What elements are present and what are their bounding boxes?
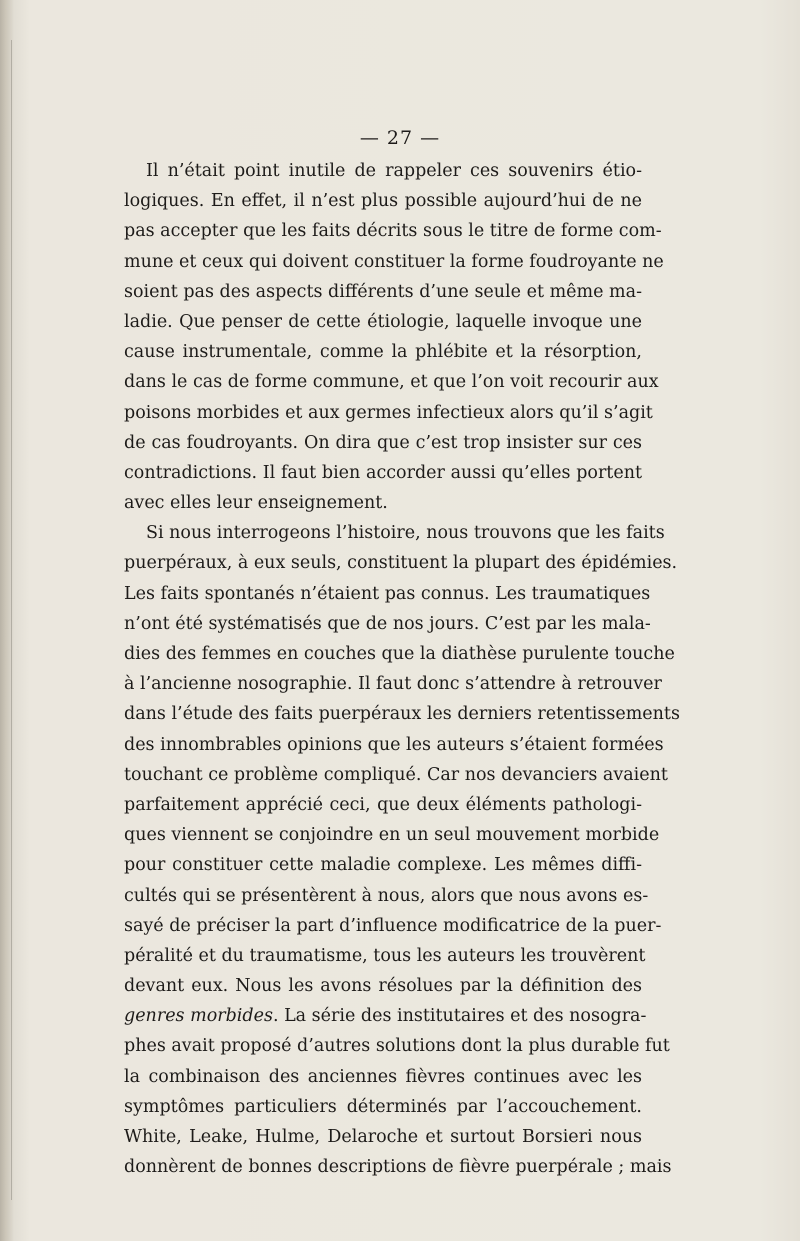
text-line: ladie. Que penser de cette étiologie, laquelle invoque une <box>124 311 642 332</box>
text-line: parfaitement apprécié ceci, que deux éléments pathologi- <box>124 794 642 815</box>
text-line: la combinaison des anciennes fièvres continues avec les <box>124 1066 642 1087</box>
text-line: symptômes particuliers déterminés par l’accouchement. <box>124 1096 642 1117</box>
text-line: de cas foudroyants. On dira que c’est trop insister sur ces <box>124 432 642 453</box>
text-line-with-italic <box>124 1001 647 1031</box>
text-line: donnèrent de bonnes descriptions de fièvre puerpérale ; mais <box>124 1157 672 1178</box>
text-line: n’ont été systématisés que de nos jours. C’est par les mala- <box>124 613 651 634</box>
text-line: poisons morbides et aux germes infectieux alors qu’il s’agit <box>124 402 653 423</box>
text-line: à l’ancienne nosographie. Il faut donc s’attendre à retrouver <box>124 674 662 695</box>
text-line: contradictions. Il faut bien accorder aussi qu’elles portent <box>124 462 642 483</box>
text-line: dans l’étude des faits puerpéraux les derniers retentissements <box>124 704 680 725</box>
text-line: touchant ce problème compliqué. Car nos devanciers avaient <box>124 764 668 785</box>
text-line: White, Leake, Hulme, Delaroche et surtout Borsieri nous <box>124 1127 642 1147</box>
text-line: ques viennent se conjoindre en un seul mouvement morbide <box>124 825 660 846</box>
text-line: Les faits spontanés n’étaient pas connus. Les traumatiques <box>124 583 651 604</box>
text-line: devant eux. Nous les avons résolues par la définition des <box>124 976 642 997</box>
text-line: des innombrables opinions que les auteurs s’étaient formées <box>124 734 664 755</box>
text-line: Si nous interrogeons l’histoire, nous trouvons que les faits <box>146 523 665 544</box>
text-line: pour constituer cette maladie complexe. Les mêmes diffi- <box>124 855 642 876</box>
text-line: cultés qui se présentèrent à nous, alors que nous avons es- <box>124 885 649 906</box>
binding-gutter-line <box>11 40 12 1200</box>
italic-term: genres morbides <box>124 1006 273 1027</box>
text-line: pas accepter que les faits décrits sous le titre de forme com- <box>124 221 662 242</box>
text-line-rest: . La série des institutaires et des nosogra- <box>272 1006 647 1027</box>
text-line: puerpéraux, à eux seuls, constituent la plupart des épidémies. <box>124 553 678 574</box>
page-number: — 27 — <box>359 127 441 149</box>
text-line: péralité et du traumatisme, tous les auteurs les trouvèrent <box>124 945 646 966</box>
text-line: avec elles leur enseignement. <box>124 493 388 514</box>
text-line: sayé de préciser la part d’influence modificatrice de la puer- <box>124 915 662 936</box>
text-line: Il n’était point inutile de rappeler ces souvenirs étio- <box>146 161 642 181</box>
text-line: logiques. En effet, il n’est plus possible aujourd’hui de ne <box>124 191 642 212</box>
text-line: cause instrumentale, comme la phlébite et la résorption, <box>124 342 642 363</box>
body-text <box>124 156 680 1182</box>
text-line: dans le cas de forme commune, et que l’on voit recourir aux <box>124 372 659 393</box>
text-line: mune et ceux qui doivent constituer la forme foudroyante ne <box>124 251 664 272</box>
text-line: phes avait proposé d’autres solutions dont la plus durable fut <box>124 1036 670 1057</box>
text-line: soient pas des aspects différents d’une seule et même ma- <box>124 281 642 302</box>
text-line: dies des femmes en couches que la diathèse purulente touche <box>124 644 675 664</box>
